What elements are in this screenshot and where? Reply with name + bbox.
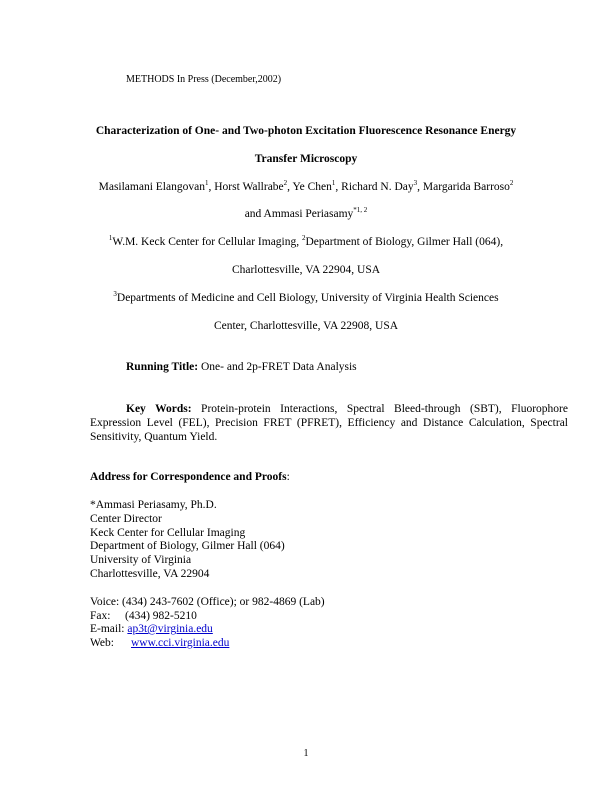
author-list-line-2 — [0, 208, 612, 220]
correspondence-heading — [90, 471, 290, 483]
running-title-label: Running Title: — [126, 361, 199, 373]
page-number: 1 — [303, 748, 309, 759]
keywords-label: Key Words: — [126, 403, 192, 415]
author-affiliation-mark: 1 — [331, 179, 336, 188]
fax-value: (434) 982-5210 — [125, 610, 197, 622]
fax-label: Fax: — [90, 610, 111, 622]
paper-title-line-1: Characterization of One- and Two-photon Excitation Fluorescence Resonance Energy — [95, 125, 517, 137]
email-line — [90, 623, 213, 635]
correspondence-heading-text: Address for Correspondence and Proofs — [90, 471, 287, 483]
author-name: and Ammasi Periasamy — [244, 208, 354, 220]
affiliation-text: Departments of Medicine and Cell Biology, University of Virginia Health Sciences — [116, 292, 499, 304]
address-line: *Ammasi Periasamy, Ph.D. — [90, 499, 217, 511]
author-name: , Ye Chen — [287, 181, 332, 193]
author-name: Masilamani Elangovan — [98, 181, 205, 193]
running-title — [126, 361, 357, 373]
author-affiliation-mark: 2 — [509, 179, 514, 188]
affiliation-mark: 2 — [302, 234, 306, 243]
running-title-text: One- and 2p-FRET Data Analysis — [198, 361, 357, 373]
keywords-text: Protein-protein Interactions, Spectral Bleed-through (SBT), Fluorophore Expression Level (FEL), Precision FRET (PFRET), Efficiency and Distance Calculation, Spectral Sensitivity, Quantum Yield. — [90, 403, 568, 443]
voice-line: Voice: (434) 243-7602 (Office); or 982-4869 (Lab) — [90, 596, 325, 608]
web-link[interactable]: www.cci.virginia.edu — [131, 637, 230, 649]
press-note: METHODS In Press (December,2002) — [126, 74, 282, 85]
email-label: E-mail: — [90, 623, 128, 635]
web-line — [90, 637, 229, 649]
keywords-paragraph — [90, 402, 568, 444]
author-list — [0, 181, 612, 193]
address-line: Center Director — [90, 513, 162, 525]
email-link[interactable]: ap3t@virginia.edu — [127, 623, 213, 635]
paper-title-line-2: Transfer Microscopy — [254, 153, 358, 165]
affiliation-mark: 1 — [108, 234, 113, 243]
web-label: Web: — [90, 637, 114, 649]
address-line: University of Virginia — [90, 554, 192, 566]
author-name: , Horst Wallrabe — [208, 181, 284, 193]
affiliation-line-4: Center, Charlottesville, VA 22908, USA — [213, 320, 399, 332]
author-affiliation-mark: *1, 2 — [353, 206, 368, 215]
affiliation-mark: 3 — [113, 290, 117, 299]
affiliation-line-3 — [0, 292, 612, 304]
author-affiliation-mark: 1 — [204, 179, 209, 188]
address-line: Charlottesville, VA 22904 — [90, 568, 210, 580]
affiliation-line-1 — [0, 236, 612, 248]
author-name: , Richard N. Day — [335, 181, 414, 193]
address-line: Department of Biology, Gilmer Hall (064) — [90, 540, 285, 552]
author-affiliation-mark: 2 — [283, 179, 288, 188]
affiliation-text: Department of Biology, Gilmer Hall (064), — [305, 236, 504, 248]
affiliation-text: W.M. Keck Center for Cellular Imaging, — [112, 236, 302, 248]
correspondence-heading-colon: : — [286, 471, 290, 483]
author-name: , Margarida Barroso — [417, 181, 510, 193]
author-affiliation-mark: 3 — [413, 179, 418, 188]
affiliation-line-2: Charlottesville, VA 22904, USA — [231, 264, 381, 276]
address-line: Keck Center for Cellular Imaging — [90, 527, 246, 539]
fax-line — [90, 610, 197, 622]
